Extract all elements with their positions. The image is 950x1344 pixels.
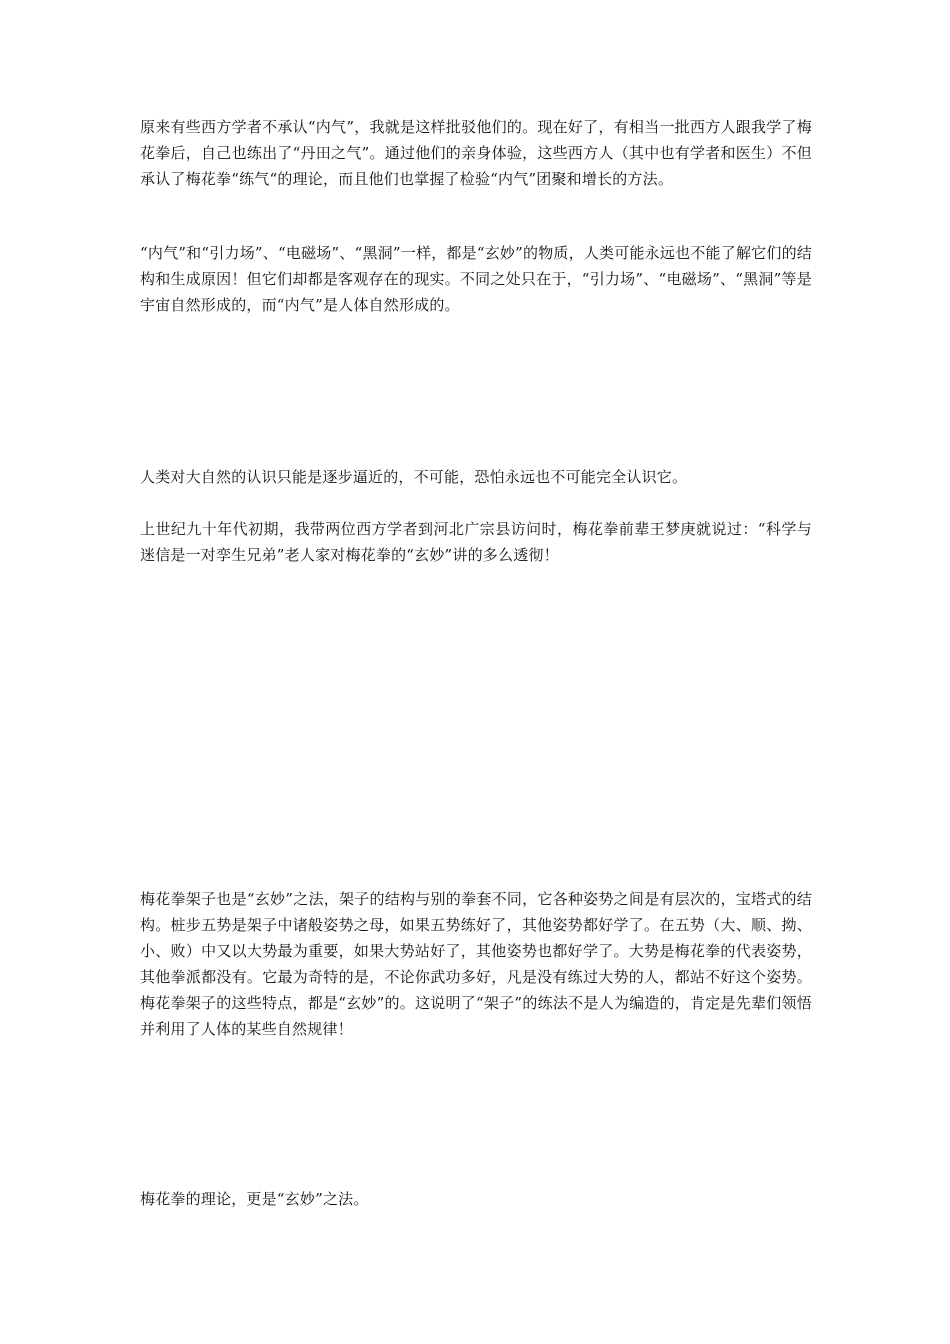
paragraph-inner-qi-comparison: “内气”和“引力场”、“电磁场”、“黑洞”一样，都是“玄妙”的物质，人类可能永远也不能了解它们的结构和生成原因！但它们却都是客观存在的现实。不同之处只在于，“引力场”、“电磁场”、“黑洞”等是宇宙自然形成的，而“内气”是人体自然形成的。: [140, 244, 812, 314]
paragraph-theory: 梅花拳的理论，更是“玄妙”之法。: [140, 1190, 369, 1208]
paragraph-frame-structure: 梅花拳架子也是“玄妙”之法，架子的结构与别的拳套不同，它各种姿势之间是有层次的，宝塔式的结构。桩步五势是架子中诸般姿势之母，如果五势练好了，其他姿势都好学了。在五势（大、顺、拗、小、败）中又以大势最为重要，如果大势站好了，其他姿势也都好学了。大势是梅花拳的代表姿势，其他拳派都没有。它最为奇特的是，不论你武功多好，凡是没有练过大势的人，都站不好这个姿势。梅花拳架子的这些特点，都是“玄妙”的。这说明了“架子”的练法不是人为编造的，肯定是先辈们领悟并利用了人体的某些自然规律！: [140, 890, 812, 1038]
paragraph-western-scholars-inner-qi: 原来有些西方学者不承认“内气”，我就是这样批驳他们的。现在好了，有相当一批西方人跟我学了梅花拳后，自己也练出了“丹田之气”。通过他们的亲身体验，这些西方人（其中也有学者和医生）不但承认了梅花拳“练气“的理论，而且他们也掌握了检验“内气”团聚和增长的方法。: [140, 118, 812, 188]
paragraph-understanding-nature: 人类对大自然的认识只能是逐步逼近的，不可能，恐怕永远也不可能完全认识它。: [140, 468, 688, 486]
paragraph-guangzong-visit: 上世纪九十年代初期，我带两位西方学者到河北广宗县访问时，梅花拳前辈王梦庚就说过：“科学与迷信是一对孪生兄弟”老人家对梅花拳的“玄妙”讲的多么透彻！: [140, 520, 812, 564]
